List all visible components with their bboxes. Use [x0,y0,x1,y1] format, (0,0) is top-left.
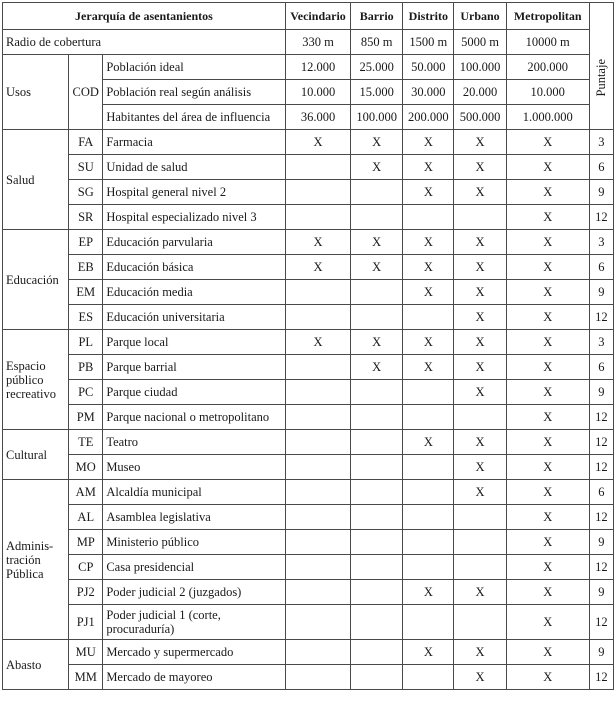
mark-cell [403,555,454,580]
mark-cell: X [454,430,506,455]
table-row [3,530,614,555]
score-cell: 9 [589,530,613,555]
mark-cell: X [506,405,589,430]
service-label: Parque ciudad [103,380,286,405]
mark-cell [285,180,350,205]
mark-cell: X [454,230,506,255]
mark-cell: X [454,480,506,505]
mark-cell: X [454,640,506,665]
mark-cell [285,505,350,530]
table-row [3,665,614,690]
table-row [3,480,614,505]
mark-cell: X [403,130,454,155]
score-cell: 12 [589,205,613,230]
score-cell: 3 [589,130,613,155]
score-cell: 9 [589,640,613,665]
usos-value: 15.000 [351,80,403,105]
table-row [3,605,614,640]
mark-cell [403,305,454,330]
usos-value: 25.000 [351,55,403,80]
table-row [3,130,614,155]
score-cell: 12 [589,665,613,690]
score-cell: 12 [589,430,613,455]
mark-cell: X [506,640,589,665]
mark-cell: X [454,355,506,380]
mark-cell: X [403,640,454,665]
service-label: Hospital especializado nivel 3 [103,205,286,230]
mark-cell: X [506,130,589,155]
radio-value: 5000 m [454,30,506,55]
mark-cell: X [454,380,506,405]
group-label: Abasto [3,640,69,690]
table-row [3,555,614,580]
cod-cell: AL [69,505,103,530]
mark-cell [285,355,350,380]
radio-label: Radio de cobertura [3,30,286,55]
header-level: Urbano [454,3,506,30]
mark-cell [351,430,403,455]
score-cell: 6 [589,155,613,180]
usos-value: 10.000 [285,80,350,105]
group-label: Adminis-tración Pública [3,480,69,640]
header-level: Vecindario [285,3,350,30]
header-jerarquia: Jerarquía de asentanientos [3,3,286,30]
mark-cell: X [454,305,506,330]
cod-cell: PJ1 [69,605,103,640]
mark-cell [351,280,403,305]
radio-value: 10000 m [506,30,589,55]
mark-cell [454,405,506,430]
cod-cell: SU [69,155,103,180]
cod-cell: MP [69,530,103,555]
service-label: Teatro [103,430,286,455]
group-label: Educación [3,230,69,330]
score-cell: 9 [589,280,613,305]
mark-cell [285,280,350,305]
mark-cell [351,305,403,330]
mark-cell: X [506,480,589,505]
score-cell: 6 [589,255,613,280]
table-row [3,405,614,430]
radio-row [3,30,614,55]
group-label: Salud [3,130,69,230]
mark-cell [351,640,403,665]
mark-cell: X [403,430,454,455]
cod-cell: AM [69,480,103,505]
mark-cell: X [403,155,454,180]
mark-cell [403,380,454,405]
mark-cell: X [403,355,454,380]
table-row [3,280,614,305]
mark-cell: X [403,180,454,205]
service-label: Ministerio público [103,530,286,555]
score-cell: 3 [589,330,613,355]
mark-cell: X [506,380,589,405]
cod-cell: MM [69,665,103,690]
mark-cell [351,380,403,405]
mark-cell: X [506,180,589,205]
mark-cell: X [403,255,454,280]
mark-cell: X [506,155,589,180]
score-cell: 12 [589,605,613,640]
mark-cell [454,505,506,530]
service-label: Mercado de mayoreo [103,665,286,690]
service-label: Educación básica [103,255,286,280]
service-label: Educación universitaria [103,305,286,330]
service-label: Asamblea legislativa [103,505,286,530]
mark-cell: X [506,605,589,640]
table-row [3,205,614,230]
group-label: Cultural [3,430,69,480]
cod-cell: EP [69,230,103,255]
mark-cell [351,665,403,690]
mark-cell: X [454,130,506,155]
mark-cell: X [506,555,589,580]
puntaje-header-cell [589,30,613,130]
header-row [3,3,614,30]
mark-cell [403,405,454,430]
service-label: Museo [103,455,286,480]
score-cell: 9 [589,380,613,405]
cod-cell: SG [69,180,103,205]
service-label: Casa presidencial [103,555,286,580]
usos-value: 200.000 [506,55,589,80]
service-label: Mercado y supermercado [103,640,286,665]
service-label: Parque barrial [103,355,286,380]
mark-cell [403,455,454,480]
cod-cell: PL [69,330,103,355]
mark-cell [285,305,350,330]
mark-cell [285,665,350,690]
header-level: Barrio [351,3,403,30]
mark-cell: X [506,280,589,305]
usos-value: 30.000 [403,80,454,105]
usos-label: Usos [3,55,69,130]
mark-cell: X [351,155,403,180]
usos-value: 200.000 [403,105,454,130]
table-row [3,455,614,480]
mark-cell: X [403,230,454,255]
mark-cell: X [454,580,506,605]
usos-value: 100.000 [454,55,506,80]
mark-cell [285,380,350,405]
mark-cell: X [506,355,589,380]
mark-cell [351,555,403,580]
mark-cell [285,455,350,480]
mark-cell: X [454,280,506,305]
usos-value: 500.000 [454,105,506,130]
mark-cell [285,205,350,230]
mark-cell: X [506,505,589,530]
mark-cell [285,480,350,505]
mark-cell [351,455,403,480]
service-label: Educación parvularia [103,230,286,255]
mark-cell: X [454,455,506,480]
cod-cell: FA [69,130,103,155]
mark-cell [454,530,506,555]
service-label: Hospital general nivel 2 [103,180,286,205]
table-row [3,430,614,455]
mark-cell [403,505,454,530]
usos-row-label: Habitantes del área de influencia [103,105,286,130]
mark-cell: X [506,305,589,330]
service-label: Poder judicial 1 (corte, procuraduría) [103,605,286,640]
mark-cell: X [403,580,454,605]
table-row [3,640,614,665]
group-label: Espacio público recreativo [3,330,69,430]
mark-cell: X [454,180,506,205]
table-row [3,230,614,255]
mark-cell: X [454,665,506,690]
usos-value: 36.000 [285,105,350,130]
mark-cell: X [506,205,589,230]
service-label: Alcaldía municipal [103,480,286,505]
cod-cell: PC [69,380,103,405]
service-label: Farmacia [103,130,286,155]
mark-cell: X [506,430,589,455]
mark-cell: X [454,330,506,355]
mark-cell: X [506,530,589,555]
mark-cell [403,205,454,230]
mark-cell: X [403,280,454,305]
mark-cell: X [351,355,403,380]
score-cell: 12 [589,555,613,580]
header-level: Distrito [403,3,454,30]
score-cell: 3 [589,230,613,255]
cod-cell: PB [69,355,103,380]
header-level: Metropolitan [506,3,589,30]
mark-cell: X [351,130,403,155]
score-cell: 12 [589,405,613,430]
mark-cell [403,665,454,690]
service-label: Parque nacional o metropolitano [103,405,286,430]
cod-cell: PM [69,405,103,430]
table-row [3,380,614,405]
mark-cell: X [351,230,403,255]
usos-value: 1.000.000 [506,105,589,130]
mark-cell [351,205,403,230]
score-cell: 12 [589,505,613,530]
table-row [3,580,614,605]
mark-cell: X [506,455,589,480]
cod-cell: EM [69,280,103,305]
mark-cell: X [506,230,589,255]
cod-cell: ES [69,305,103,330]
usos-value: 12.000 [285,55,350,80]
mark-cell [285,155,350,180]
mark-cell [403,480,454,505]
score-cell: 12 [589,455,613,480]
service-label: Poder judicial 2 (juzgados) [103,580,286,605]
mark-cell: X [506,665,589,690]
mark-cell [351,530,403,555]
mark-cell: X [351,330,403,355]
puntaje-label: Puntaje [594,59,609,97]
cod-label: COD [69,55,103,130]
mark-cell [285,430,350,455]
mark-cell [285,605,350,640]
mark-cell [351,480,403,505]
table-row [3,180,614,205]
table-row [3,505,614,530]
mark-cell: X [285,230,350,255]
mark-cell: X [285,255,350,280]
service-label: Parque local [103,330,286,355]
mark-cell: X [454,155,506,180]
table-row [3,355,614,380]
table-row [3,155,614,180]
mark-cell [403,605,454,640]
score-cell: 6 [589,480,613,505]
mark-cell [454,605,506,640]
mark-cell [351,505,403,530]
mark-cell [351,580,403,605]
mark-cell: X [506,580,589,605]
score-cell: 9 [589,580,613,605]
usos-row-label: Población ideal [103,55,286,80]
mark-cell [285,530,350,555]
mark-cell [285,640,350,665]
table-row [3,330,614,355]
mark-cell [454,205,506,230]
cod-cell: PJ2 [69,580,103,605]
mark-cell [285,555,350,580]
usos-value: 10.000 [506,80,589,105]
mark-cell: X [285,330,350,355]
mark-cell [351,180,403,205]
mark-cell [454,555,506,580]
mark-cell [351,605,403,640]
mark-cell: X [506,255,589,280]
mark-cell: X [351,255,403,280]
mark-cell: X [403,330,454,355]
usos-value: 50.000 [403,55,454,80]
radio-value: 850 m [351,30,403,55]
mark-cell: X [285,130,350,155]
service-label: Unidad de salud [103,155,286,180]
mark-cell [285,405,350,430]
cod-cell: TE [69,430,103,455]
table-row [3,255,614,280]
mark-cell: X [506,330,589,355]
usos-value: 20.000 [454,80,506,105]
mark-cell [351,405,403,430]
cod-cell: SR [69,205,103,230]
usos-value: 100.000 [351,105,403,130]
cod-cell: EB [69,255,103,280]
usos-row-label: Población real según análisis [103,80,286,105]
score-cell: 9 [589,180,613,205]
cod-cell: MU [69,640,103,665]
cod-cell: CP [69,555,103,580]
table-row [3,305,614,330]
header-blank [589,3,613,30]
usos-row [3,55,614,80]
radio-value: 330 m [285,30,350,55]
mark-cell [403,530,454,555]
settlement-hierarchy-table [2,2,614,690]
service-label: Educación media [103,280,286,305]
radio-value: 1500 m [403,30,454,55]
cod-cell: MO [69,455,103,480]
mark-cell: X [454,255,506,280]
mark-cell [285,580,350,605]
score-cell: 12 [589,305,613,330]
score-cell: 6 [589,355,613,380]
